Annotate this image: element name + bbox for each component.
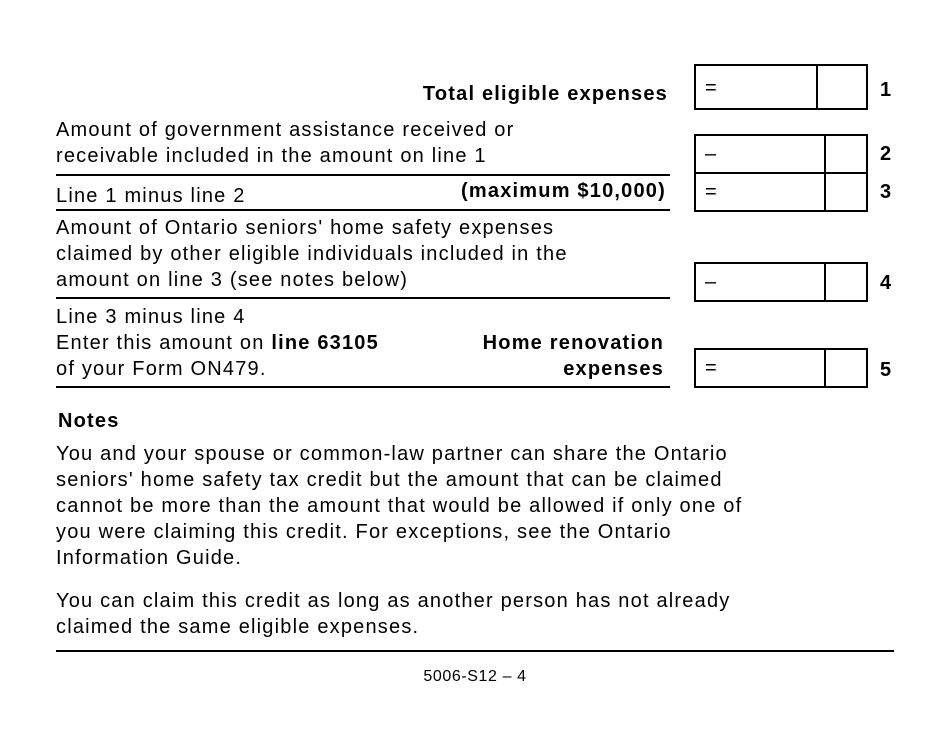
line2-amount-field[interactable] <box>694 134 868 174</box>
line5-amount-field[interactable] <box>694 348 868 388</box>
line2-label-1: Amount of government assistance received or <box>56 119 515 141</box>
notes-heading: Notes <box>58 410 120 432</box>
notes-p1-line1: You and your spouse or common-law partner can share the Ontario <box>56 443 728 465</box>
footer-rule <box>56 650 894 652</box>
line2-number: 2 <box>880 143 892 165</box>
line4-label-2: claimed by other eligible individuals included in the <box>56 243 568 265</box>
line1-number: 1 <box>880 79 892 101</box>
line1-operator: = <box>705 77 717 99</box>
line5-title-2: expenses <box>563 358 664 380</box>
line2-label-2: receivable included in the amount on line 1 <box>56 145 487 167</box>
line5-title-1: Home renovation <box>482 332 664 354</box>
line1-cents-divider <box>816 66 818 108</box>
line3-operator: = <box>705 181 717 203</box>
notes-p2-line2: claimed the same eligible expenses. <box>56 616 420 638</box>
form-page-reference: 5006-S12 – 4 <box>423 668 527 685</box>
notes-p1-line4: you were claiming this credit. For exceptions, see the Ontario <box>56 521 672 543</box>
line4-operator: – <box>705 271 717 293</box>
line3-maximum: (maximum $10,000) <box>461 180 666 202</box>
line2-rule <box>56 174 670 176</box>
notes-p1-line5: Information Guide. <box>56 547 243 569</box>
line3-cents-divider <box>824 174 826 210</box>
line2-operator: – <box>705 143 717 165</box>
line4-number: 4 <box>880 272 892 294</box>
line1-amount-field[interactable] <box>694 64 868 110</box>
line5-rule <box>56 386 670 388</box>
line5-label-2 <box>56 330 379 356</box>
line3-amount-field[interactable] <box>694 172 868 212</box>
line5-cents-divider <box>824 350 826 386</box>
line5-operator: = <box>705 357 717 379</box>
line5-number: 5 <box>880 359 892 381</box>
line2-cents-divider <box>824 136 826 172</box>
line3-rule <box>56 209 670 211</box>
line4-label-1: Amount of Ontario seniors' home safety expenses <box>56 217 555 239</box>
line4-amount-field[interactable] <box>694 262 868 302</box>
line3-number: 3 <box>880 181 892 203</box>
line5-label-1: Line 3 minus line 4 <box>56 306 246 328</box>
line5-line-reference: line 63105 <box>271 332 379 354</box>
line3-label: Line 1 minus line 2 <box>56 185 246 207</box>
notes-p2-line1: You can claim this credit as long as another person has not already <box>56 590 731 612</box>
line1-label: Total eligible expenses <box>422 83 668 105</box>
notes-p1-line2: seniors' home safety tax credit but the amount that can be claimed <box>56 469 723 491</box>
line4-label-3: amount on line 3 (see notes below) <box>56 269 409 291</box>
line4-rule <box>56 297 670 299</box>
line5-label-3: of your Form ON479. <box>56 358 267 380</box>
notes-p1-line3: cannot be more than the amount that would be allowed if only one of <box>56 495 743 517</box>
line5-enter-prefix: Enter this amount on <box>56 332 272 354</box>
line4-cents-divider <box>824 264 826 300</box>
